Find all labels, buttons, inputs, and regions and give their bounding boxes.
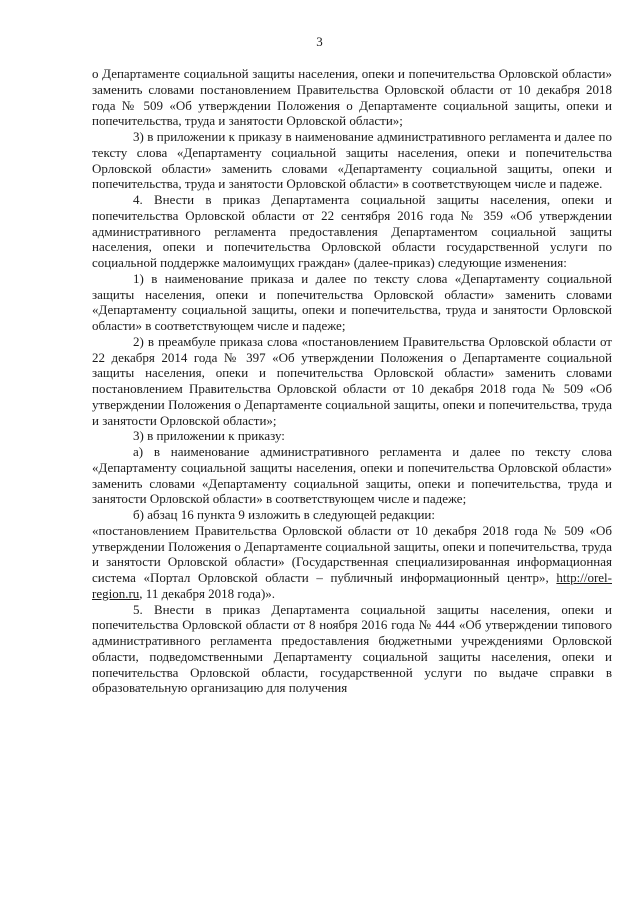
paragraph-9-text-after-link: , 11 декабря 2018 года)». [139,585,276,601]
paragraph-9-text-before-link: «постановлением Правительства Орловской области от 10 декабря 2018 года № 509 «Об утверждении Положения о Департаменте социальной защиты, опеки и попечительства, труда и занятости Орловской области» (Государственная специализированная информационная система «Портал Орловской области – публичный информационный центр», [92,522,612,585]
paragraph-4: 1) в наименование приказа и далее по тексту слова «Департаменту социальной защиты населения, опеки и попечительства Орловской области» заменить словами «Департаменту социальной защиты, опеки и попечительства, труда и занятости Орловской области» в соответствующем числе и падеже; [92,270,612,333]
paragraph-1: о Департаменте социальной защиты населения, опеки и попечительства Орловской области» заменить словами постановлением Правительства Орловской области от 10 декабря 2018 года № 509 «Об утверждении Положения о Департаменте социальной защиты, опеки и попечительства, труда и занятости Орловской области»; [92,66,612,129]
page-number: 3 [316,34,323,49]
paragraph-7: а) в наименование административного регламента и далее по тексту слова «Департаменту социальной защиты населения, опеки и попечительства Орловской области» заменить словами «Департаменту социальной защиты, опеки и попечительства, труда и занятости Орловской области» в соответствующем числе и падеже; [92,444,612,507]
paragraph-8: б) абзац 16 пункта 9 изложить в следующей редакции: [133,507,436,522]
paragraph-6: 3) в приложении к приказу: [133,428,285,444]
paragraph-5: 2) в преамбуле приказа слова «постановлением Правительства Орловской области от 22 декабря 2014 года № 397 «Об утверждении Положения о Департаменте социальной защиты населения, опеки и попечительства Орловской области» заменить словами постановлением Правительства Орловской области от 10 декабря 2018 года № 509 «Об утверждении Положения о Департаменте социальной защиты, опеки и попечительства, труда и занятости Орловской области»; [92,333,612,428]
document-body [92,66,612,696]
paragraph-9 [92,523,612,602]
paragraph-3: 4. Внести в приказ Департамента социальной защиты населения, опеки и попечительства Орловской области от 22 сентября 2016 года № 359 «Об утверждении административного регламента предоставления Департаментом социальной защиты населения, опеки и попечительства Орловской области государственной услуги по социальной поддержке малоимущих граждан» (далее-приказ) следующие изменения: [92,192,612,270]
paragraph-10: 5. Внести в приказ Департамента социальной защиты населения, опеки и попечительства Орловской области от 8 ноября 2016 года № 444 «Об утверждении типового административного регламента предоставления бюджетными учреждениями Орловской области, подведомственными Департаменту социальной защиты населения, опеки и попечительства Орловской области, государственной услуги по выдаче справки в образовательную организацию для получения [92,601,612,696]
paragraph-2: 3) в приложении к приказу в наименование административного регламента и далее по тексту слова «Департаменту социальной защиты населения, опеки и попечительства Орловской области» заменить словами «Департаменту социальной защиты, опеки и попечительства, труда и занятости Орловской области» в соответствующем числе и падеже. [92,129,612,192]
portal-link[interactable]: http://orel-region.ru [92,570,612,601]
